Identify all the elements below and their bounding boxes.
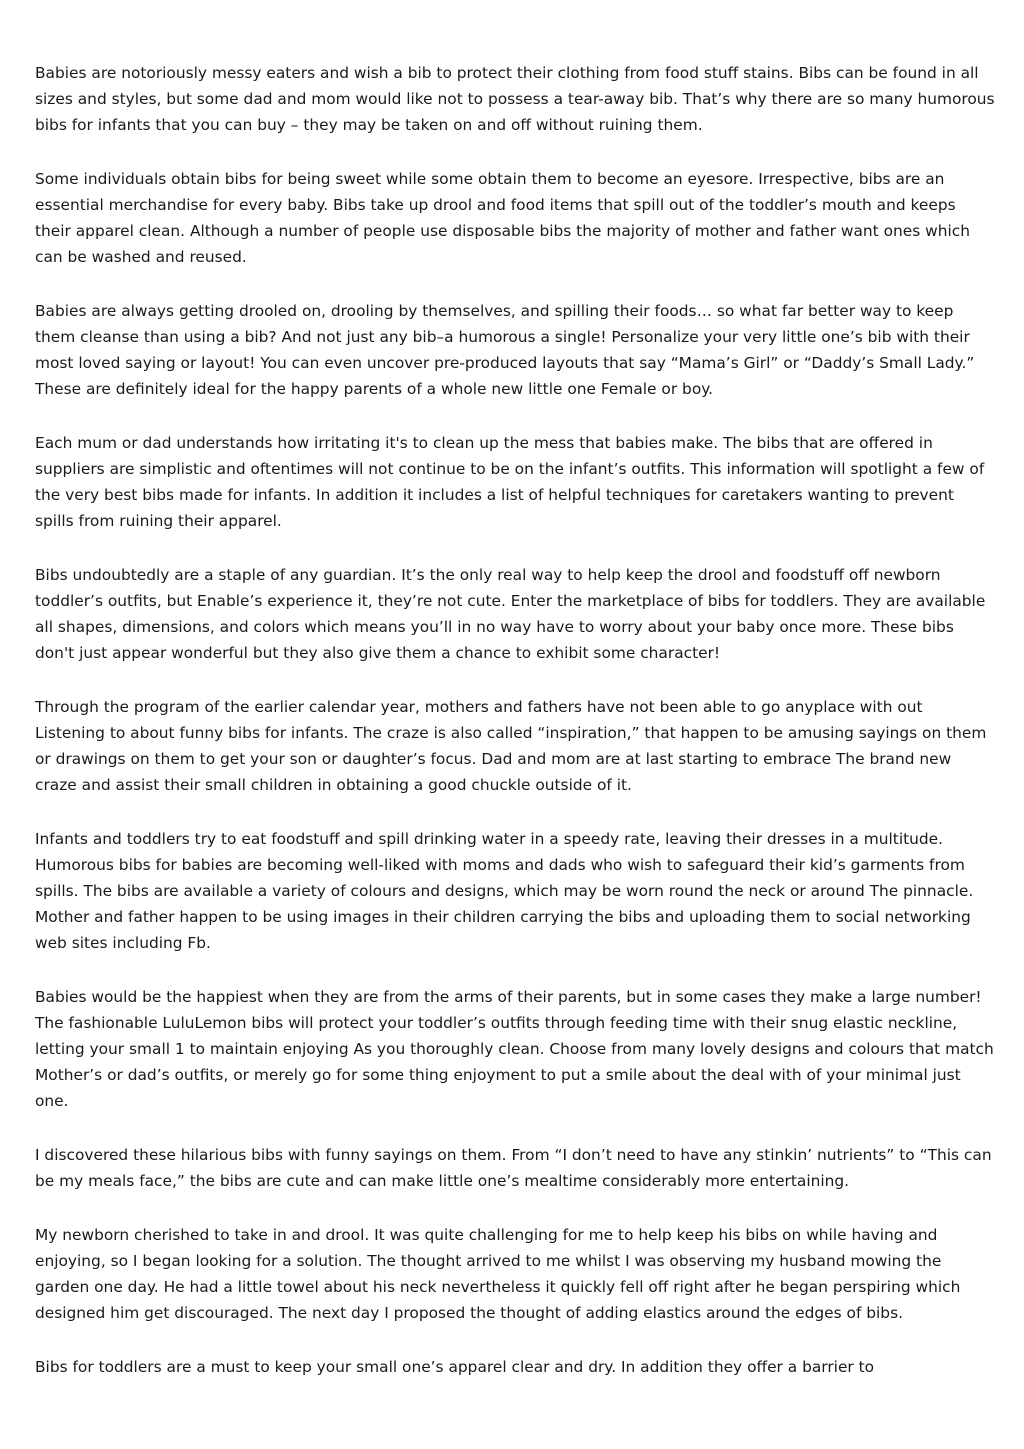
paragraph-2: Some individuals obtain bibs for being sweet while some obtain them to become an eyesore. Irrespective, bibs are an essential merchandise for every baby. Bibs take up drool and food items that spill out of the toddler’s mouth and keeps their apparel clean. Although a number of people use disposable bibs the majority of mother and father want ones which can be washed and reused. (35, 170, 970, 266)
paragraph-5: Bibs undoubtedly are a staple of any guardian. It’s the only real way to help keep the drool and foodstuff off newborn toddler’s outfits, but Enable’s experience it, they’re not cute. Enter the marketplace of bibs for toddlers. They are available all shapes, dimensions, and colors which means you’ll in no way have to worry about your baby once more. These bibs don't just appear wonderful but they also give them a chance to exhibit some character! (35, 566, 986, 662)
paragraph-9: I discovered these hilarious bibs with funny sayings on them. From “I don’t need to have any stinkin’ nutrients” to “This can be my meals face,” the bibs are cute and can make little one’s mealtime considerably more entertaining. (35, 1146, 992, 1190)
paragraph-4: Each mum or dad understands how irritating it's to clean up the mess that babies make. The bibs that are offered in suppliers are simplistic and oftentimes will not continue to be on the infant’s outfits. This information will spotlight a few of the very best bibs made for infants. In addition it includes a list of helpful techniques for caretakers wanting to prevent spills from ruining their apparel. (35, 434, 985, 530)
paragraph-11: Bibs for toddlers are a must to keep your small one’s apparel clear and dry. In addition they offer a barrier to (35, 1358, 875, 1376)
paragraph-3: Babies are always getting drooled on, drooling by themselves, and spilling their foods… so what far better way to keep them cleanse than using a bib? And not just any bib–a humorous a single! Personalize your very little one’s bib with their most loved saying or layout! You can even uncover pre-produced layouts that say “Mama’s Girl” or “Daddy’s Small Lady.” These are definitely ideal for the happy parents of a whole new little one Female or boy. (35, 302, 975, 398)
paragraph-10: My newborn cherished to take in and drool. It was quite challenging for me to help keep his bibs on while having and enjoying, so I began looking for a solution. The thought arrived to me whilst I was observing my husband mowing the garden one day. He had a little towel about his neck nevertheless it quickly fell off right after he began perspiring which designed him get discouraged. The next day I proposed the thought of adding elastics around the edges of bibs. (35, 1226, 961, 1322)
paragraph-6: Through the program of the earlier calendar year, mothers and fathers have not been able to go anyplace with out Listening to about funny bibs for infants. The craze is also called “inspiration,” that happen to be amusing sayings on them or drawings on them to get your son or daughter’s focus. Dad and mom are at last starting to embrace The brand new craze and assist their small children in obtaining a good chuckle outside of it. (35, 698, 987, 794)
paragraph-1: Babies are notoriously messy eaters and wish a bib to protect their clothing from food stuff stains. Bibs can be found in all sizes and styles, but some dad and mom would like not to possess a tear-away bib. That’s why there are so many humorous bibs for infants that you can buy – they may be taken on and off without ruining them. (35, 64, 995, 134)
document-body (35, 60, 995, 1408)
paragraph-7: Infants and toddlers try to eat foodstuff and spill drinking water in a speedy rate, leaving their dresses in a multitude. Humorous bibs for babies are becoming well-liked with moms and dads who wish to safeguard their kid’s garments from spills. The bibs are available a variety of colours and designs, which may be worn round the neck or around The pinnacle. Mother and father happen to be using images in their children carrying the bibs and uploading them to social networking web sites including Fb. (35, 830, 974, 952)
paragraph-8: Babies would be the happiest when they are from the arms of their parents, but in some cases they make a large number! The fashionable LuluLemon bibs will protect your toddler’s outfits through feeding time with their snug elastic neckline, letting your small 1 to maintain enjoying As you thoroughly clean. Choose from many lovely designs and colours that match Mother’s or dad’s outfits, or merely go for some thing enjoyment to put a smile about the deal with of your minimal just one. (35, 988, 994, 1110)
